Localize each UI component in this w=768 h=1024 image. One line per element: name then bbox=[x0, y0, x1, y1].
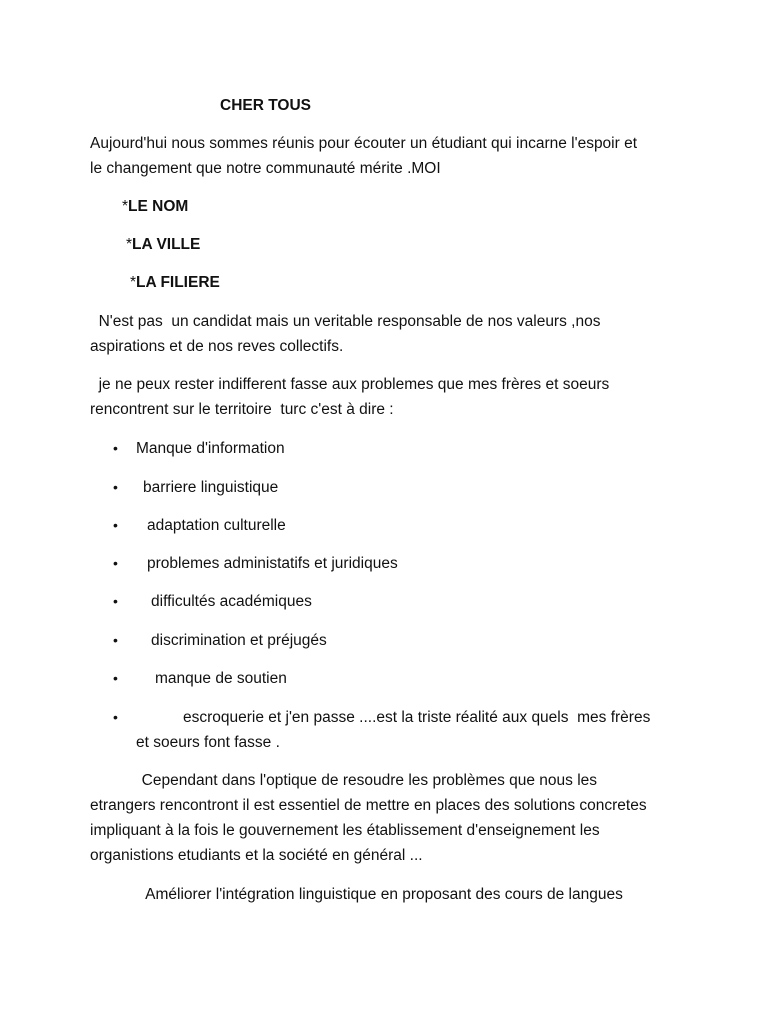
field-ville bbox=[126, 232, 200, 257]
bullet-icon: • bbox=[113, 555, 118, 571]
bullet-icon: • bbox=[113, 670, 118, 686]
list-item: difficultés académiques bbox=[151, 593, 312, 610]
bullet-icon: • bbox=[113, 440, 118, 456]
field-filiere-label: LA FILIERE bbox=[136, 274, 220, 291]
paragraph-4-line-2: etrangers rencontront il est essentiel de mettre en places des solutions concretes bbox=[90, 797, 647, 814]
list-item: barriere linguistique bbox=[143, 479, 279, 496]
paragraph-4-line-4: organistions etudiants et la société en général ... bbox=[90, 847, 423, 864]
field-nom bbox=[122, 194, 188, 219]
paragraph-3-line-2: rencontrent sur le territoire turc c'est à dire : bbox=[90, 401, 394, 418]
list-item-continuation: et soeurs font fasse . bbox=[136, 734, 280, 751]
paragraph-4-line-3: impliquant à la fois le gouvernement les établissement d'enseignement les bbox=[90, 822, 600, 839]
paragraph-5-line-1: Améliorer l'intégration linguistique en proposant des cours de langues bbox=[90, 886, 623, 903]
field-ville-label: LA VILLE bbox=[132, 236, 201, 253]
paragraph-2-line-1: N'est pas un candidat mais un veritable responsable de nos valeurs ,nos bbox=[90, 313, 601, 330]
list-item: manque de soutien bbox=[155, 670, 287, 687]
paragraph-3-line-1: je ne peux rester indifferent fasse aux problemes que mes frères et soeurs bbox=[90, 376, 610, 393]
bullet-icon: • bbox=[113, 709, 118, 725]
document-title: CHER TOUS bbox=[220, 97, 312, 114]
bullet-icon: • bbox=[113, 517, 118, 533]
field-prefix: * bbox=[122, 198, 129, 215]
field-prefix: * bbox=[126, 236, 133, 253]
list-item: discrimination et préjugés bbox=[151, 632, 327, 649]
paragraph-4-line-1: Cependant dans l'optique de resoudre les problèmes que nous les bbox=[90, 772, 598, 789]
paragraph-2-line-2: aspirations et de nos reves collectifs. bbox=[90, 338, 344, 355]
list-item: adaptation culturelle bbox=[147, 517, 286, 534]
intro-line-2: le changement que notre communauté mérite .MOI bbox=[90, 160, 441, 177]
bullet-icon: • bbox=[113, 593, 118, 609]
bullet-icon: • bbox=[113, 632, 118, 648]
intro-line-1: Aujourd'hui nous sommes réunis pour écouter un étudiant qui incarne l'espoir et bbox=[90, 135, 638, 152]
field-nom-label: LE NOM bbox=[128, 198, 189, 215]
list-item: problemes administatifs et juridiques bbox=[147, 555, 398, 572]
field-prefix: * bbox=[130, 274, 137, 291]
list-item: Manque d'information bbox=[136, 440, 285, 457]
bullet-icon: • bbox=[113, 479, 118, 495]
list-item: escroquerie et j'en passe ....est la triste réalité aux quels mes frères bbox=[183, 709, 651, 726]
field-filiere bbox=[130, 270, 220, 295]
